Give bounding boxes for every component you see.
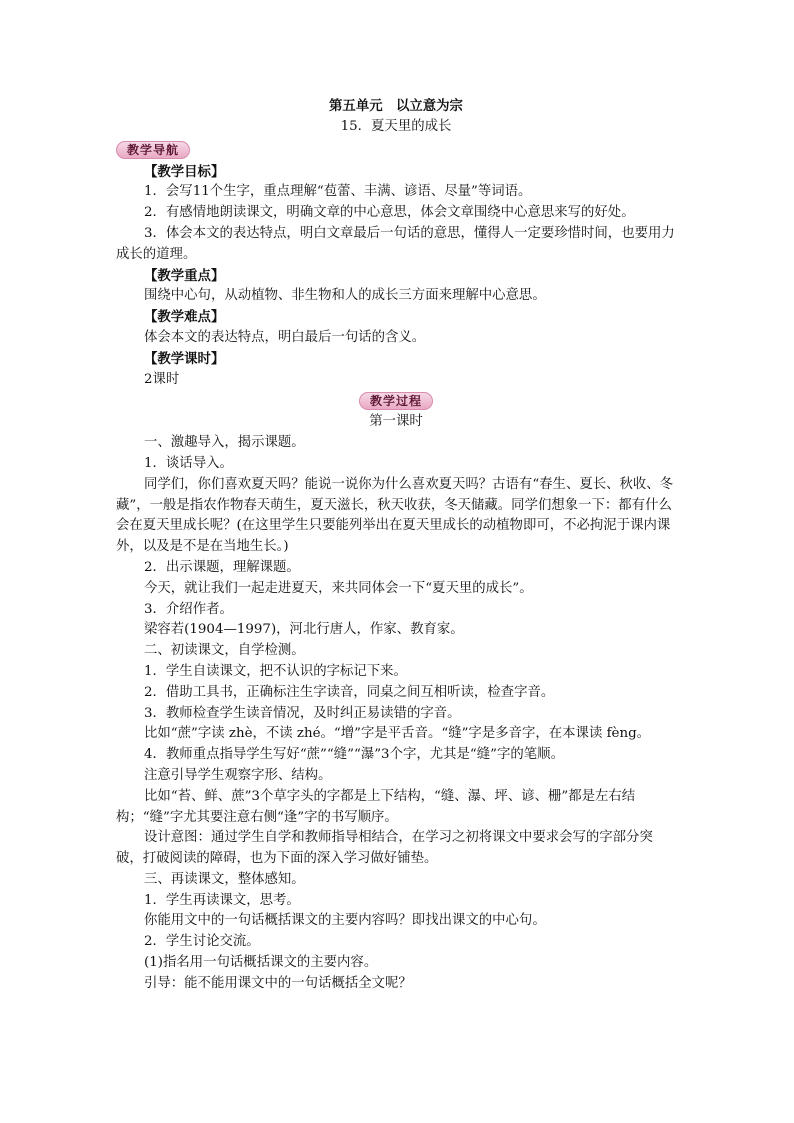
hours-heading: 【教学课时】: [144, 350, 225, 367]
document-body: [116, 96, 676, 995]
goal-item: 3．体会本文的表达特点，明白文章最后一句话的意思，懂得人一定要珍惜时间，也要用力成长的道理。: [116, 225, 675, 262]
process-paragraph: 1．谈话导入。: [144, 455, 233, 471]
process-paragraph: 三、再读课文，整体感知。: [144, 871, 305, 887]
unit-title: 第五单元 以立意为宗: [329, 98, 463, 114]
difficulty-text: 体会本文的表达特点，明白最后一句话的含义。: [144, 329, 426, 345]
goals-heading: 【教学目标】: [144, 163, 225, 180]
focus-heading: 【教学重点】: [144, 267, 225, 284]
process-paragraph: 2．借助工具书，正确标注生字读音，同桌之间互相听读，检查字音。: [144, 684, 555, 700]
process-paragraph: 2．学生讨论交流。: [144, 934, 260, 950]
difficulty-heading: 【教学难点】: [144, 309, 225, 326]
process-paragraph: 注意引导学生观察字形、结构。: [144, 767, 332, 783]
process-paragraph: 3．教师检查学生读音情况，及时纠正易读错的字音。: [144, 705, 461, 721]
goal-item: 1．会写11个生字，重点理解“苞蕾、丰满、谚语、尽量”等词语。: [144, 184, 532, 200]
process-paragraph: 一、激趣导入，揭示课题。: [144, 435, 305, 451]
process-paragraph: 1．学生再读课文，思考。: [144, 892, 300, 908]
process-paragraph: 2．出示课题，理解课题。: [144, 559, 300, 575]
process-paragraph: 梁容若(1904—1997)，河北行唐人，作家、教育家。: [144, 622, 464, 638]
process-banner-row: [116, 390, 676, 412]
process-paragraph: 同学们，你们喜欢夏天吗？能说一说你为什么喜欢夏天吗？古语有“春生、夏长、秋收、冬藏”，一般是指农作物春天萌生，夏天滋长，秋天收获，冬天储藏。同学们想象一下：都有什么会在夏天里成长呢？(在这里学生只要能列举出在夏天里成长的动植物即可，不必拘泥于课内课外，以及是不是在当地生长。): [116, 476, 674, 555]
guide-banner-row: [116, 138, 676, 162]
goal-item: 2．有感情地朗读课文，明确文章的中心意思，体会文章围绕中心意思来写的好处。: [144, 205, 635, 221]
process-banner: 教学过程: [359, 392, 433, 410]
hours-text: 2课时: [144, 371, 180, 387]
process-paragraph: 比如“蔗”字读 zhè，不读 zhé。“增”字是平舌音。“缝”字是多音字，在本课读 fèng。: [144, 726, 651, 742]
lesson-title: 15．夏天里的成长: [340, 118, 452, 134]
process-paragraph: 比如“苔、鲜、蔗”3个草字头的字都是上下结构，“缝、瀑、坪、谚、栅”都是左右结构；“缝”字尤其要注意右侧“逢”字的书写顺序。: [116, 788, 636, 825]
process-paragraph: 设计意图：通过学生自学和教师指导相结合，在学习之初将课文中要求会写的字部分突破，打破阅读的障碍，也为下面的深入学习做好铺垫。: [116, 830, 653, 867]
process-paragraph: 今天，就让我们一起走进夏天，来共同体会一下“夏天里的成长”。: [144, 580, 533, 596]
process-paragraph: (1)指名用一句话概括课文的主要内容。: [144, 955, 378, 971]
process-paragraph: 二、初读课文，自学检测。: [144, 643, 305, 659]
guide-banner: 教学导航: [116, 141, 190, 159]
first-lesson-title: 第一课时: [369, 414, 423, 430]
process-paragraph: 1．学生自读课文，把不认识的字标记下来。: [144, 663, 407, 679]
process-paragraph: 你能用文中的一句话概括课文的主要内容吗？即找出课文的中心句。: [144, 913, 546, 929]
process-paragraph: 4．教师重点指导学生写好“蔗”“缝”“瀑”3个字，尤其是“缝”字的笔顺。: [144, 747, 564, 763]
process-paragraph: 引导：能不能用课文中的一句话概括全文呢？: [144, 975, 412, 991]
focus-text: 围绕中心句，从动植物、非生物和人的成长三方面来理解中心意思。: [144, 288, 546, 304]
process-paragraph: 3．介绍作者。: [144, 601, 233, 617]
